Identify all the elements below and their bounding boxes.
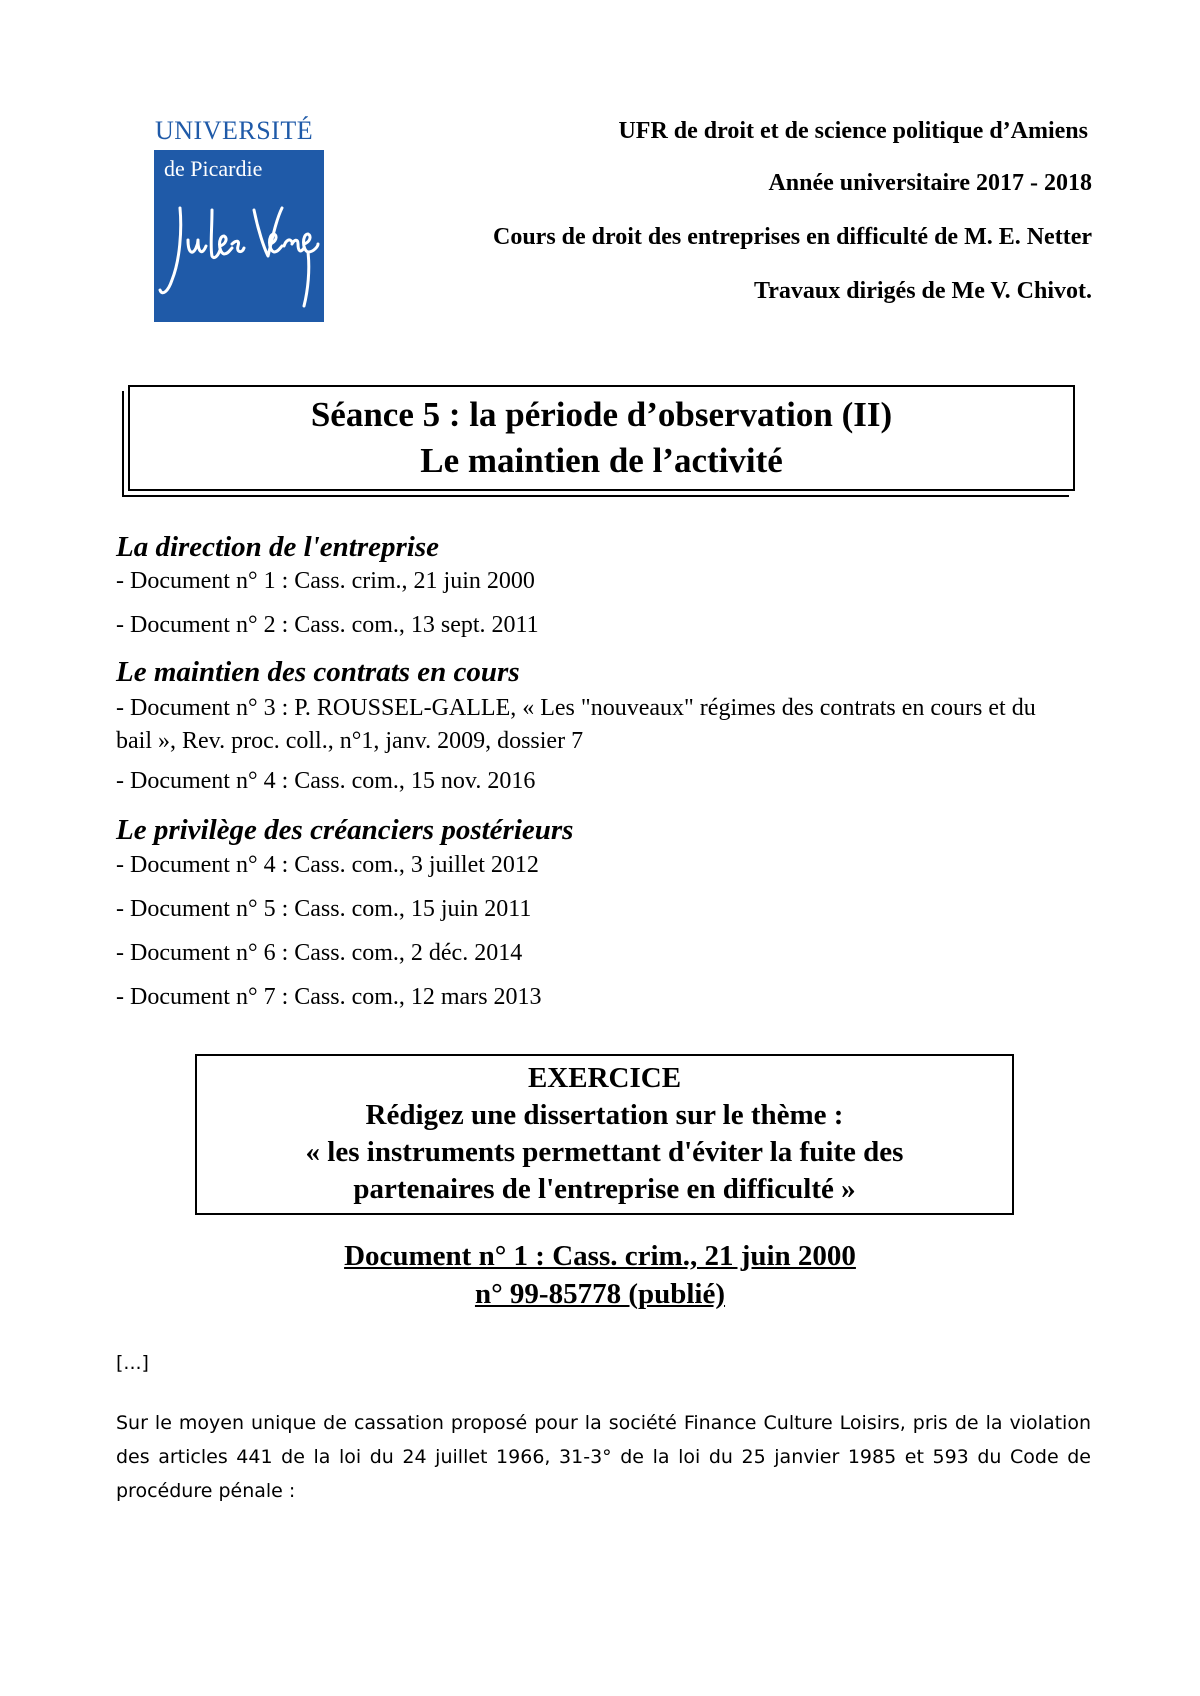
header-td: Travaux dirigés de Me V. Chivot.	[753, 278, 1092, 304]
header-annee: Année universitaire 2017 - 2018	[768, 170, 1092, 196]
section-heading-privilege: Le privilège des créanciers postérieurs	[116, 814, 574, 846]
doc-list-item: - Document n° 3 : P. ROUSSEL-GALLE, « Les "nouveaux" régimes des contrats en cours et du bail », Rev. proc. coll., n°1, janv. 2009, dossier 7	[116, 695, 1036, 754]
doc-list-item: - Document n° 4 : Cass. com., 15 nov. 2016	[116, 768, 536, 794]
exercise-line3: partenaires de l'entreprise en difficulté »	[353, 1173, 856, 1205]
document1-number: n° 99-85778 (publié)	[474, 1278, 726, 1310]
logo-blue-block	[154, 150, 324, 322]
logo-picardie-text: de Picardie	[164, 156, 263, 181]
jules-verne-signature-icon	[158, 200, 320, 310]
session-title-line1: Séance 5 : la période d’observation (II)	[310, 395, 893, 434]
doc-list-item: - Document n° 5 : Cass. com., 15 juin 2011	[116, 896, 532, 922]
section-heading-contrats: Le maintien des contrats en cours	[116, 656, 520, 688]
document1-ellipsis: [...]	[116, 1352, 149, 1374]
doc-list-item: - Document n° 7 : Cass. com., 12 mars 2013	[116, 984, 542, 1010]
exercise-line2: « les instruments permettant d'éviter la fuite des	[305, 1136, 904, 1168]
doc-list-item: - Document n° 6 : Cass. com., 2 déc. 2014	[116, 940, 523, 966]
doc-list-item: - Document n° 4 : Cass. com., 3 juillet 2012	[116, 852, 539, 878]
university-logo	[137, 106, 327, 324]
exercise-box	[195, 1054, 1014, 1215]
header-ufr: UFR de droit et de science politique d’Amiens	[618, 118, 1088, 144]
doc-list-item: - Document n° 2 : Cass. com., 13 sept. 2011	[116, 612, 539, 638]
session-title-line2: Le maintien de l’activité	[420, 441, 783, 480]
session-title-box	[128, 385, 1075, 491]
document1-heading: Document n° 1 : Cass. crim., 21 juin 2000	[344, 1240, 856, 1272]
exercise-title: EXERCICE	[527, 1062, 682, 1094]
doc-list-item: - Document n° 1 : Cass. crim., 21 juin 2000	[116, 568, 535, 594]
logo-universite-text: UNIVERSITÉ	[155, 116, 314, 145]
document1-paragraph: Sur le moyen unique de cassation proposé pour la société Finance Culture Loisirs, pris de la violation des articles 441 de la loi du 24 juillet 1966, 31-3° de la loi du 25 janvier 1985 et 593 du Code de procédure pénale :	[116, 1412, 1091, 1502]
exercise-line1: Rédigez une dissertation sur le thème :	[365, 1099, 844, 1131]
section-heading-direction: La direction de l'entreprise	[116, 531, 439, 563]
header-cours: Cours de droit des entreprises en difficulté de M. E. Netter	[492, 224, 1092, 250]
